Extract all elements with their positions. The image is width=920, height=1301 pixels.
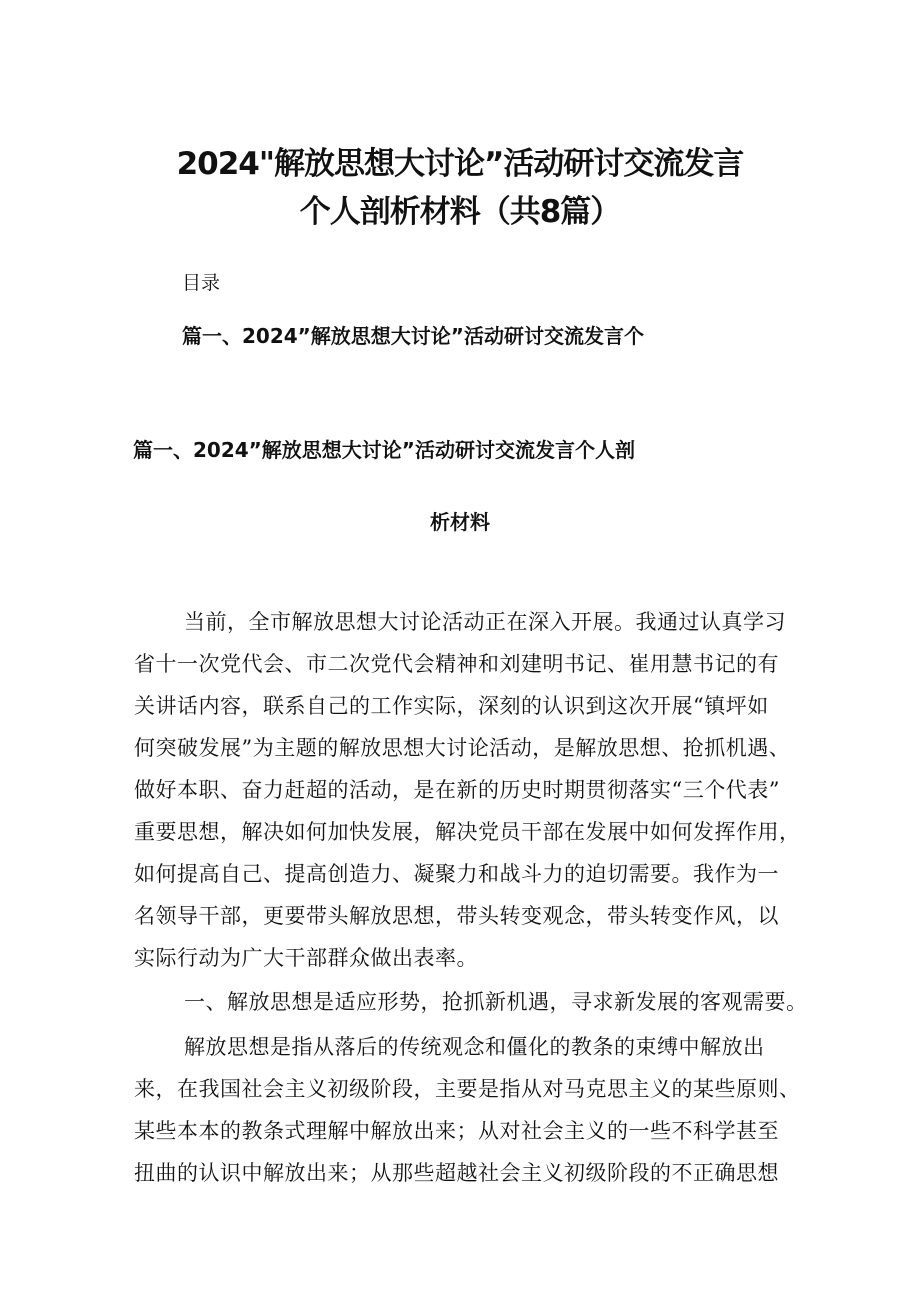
body-text-line: 某些本本的教条式理解中解放出来；从对社会主义的一些不科学甚至 <box>134 1119 779 1143</box>
body-text-line: 关讲话内容，联系自己的工作实际，深刻的认识到这次开展“镇坪如 <box>134 694 769 718</box>
toc-item[interactable]: 篇一、2024”解放思想大讨论”活动研讨交流发言个 <box>182 324 644 348</box>
body-text-line: 一、解放思想是适应形势，抢抓新机遇，寻求新发展的客观需要。 <box>184 990 808 1014</box>
body-text-line: 当前，全市解放思想大讨论活动正在深入开展。我通过认真学习 <box>184 610 786 634</box>
body-text-line: 扭曲的认识中解放出来；从那些超越社会主义初级阶段的不正确思想 <box>134 1161 779 1185</box>
body-text-line: 如何提高自己、提高创造力、凝聚力和战斗力的迫切需要。我作为一 <box>134 862 779 886</box>
body-text-line: 名领导干部，更要带头解放思想，带头转变观念，带头转变作风，以 <box>134 904 779 928</box>
body-text-line: 重要思想，解决如何加快发展，解决党员干部在发展中如何发挥作用， <box>134 820 801 844</box>
body-text-line: 何突破发展”为主题的解放思想大讨论活动，是解放思想、抢抓机遇、 <box>134 736 791 760</box>
body-text-line: 省十一次党代会、市二次党代会精神和刘建明书记、崔用慧书记的有 <box>134 652 779 676</box>
body-text-line: 解放思想是指从落后的传统观念和僵化的教条的束缚中解放出 <box>184 1035 765 1059</box>
document-title-line-2: 个人剖析材料（共8篇） <box>299 194 621 230</box>
body-text-line: 实际行动为广大干部群众做出表率。 <box>134 946 478 970</box>
section-heading: 篇一、2024”解放思想大讨论”活动研讨交流发言个人剖 <box>133 438 635 462</box>
toc-label: 目录 <box>182 272 221 294</box>
section-heading-continuation: 析材料 <box>430 510 490 534</box>
body-text-line: 做好本职、奋力赶超的活动，是在新的历史时期贯彻落实“三个代表” <box>134 778 780 802</box>
document-title-line-1: 2024"解放思想大讨论”活动研讨交流发言 <box>176 146 744 182</box>
body-text-line: 来，在我国社会主义初级阶段，主要是指从对马克思主义的某些原则、 <box>134 1077 801 1101</box>
